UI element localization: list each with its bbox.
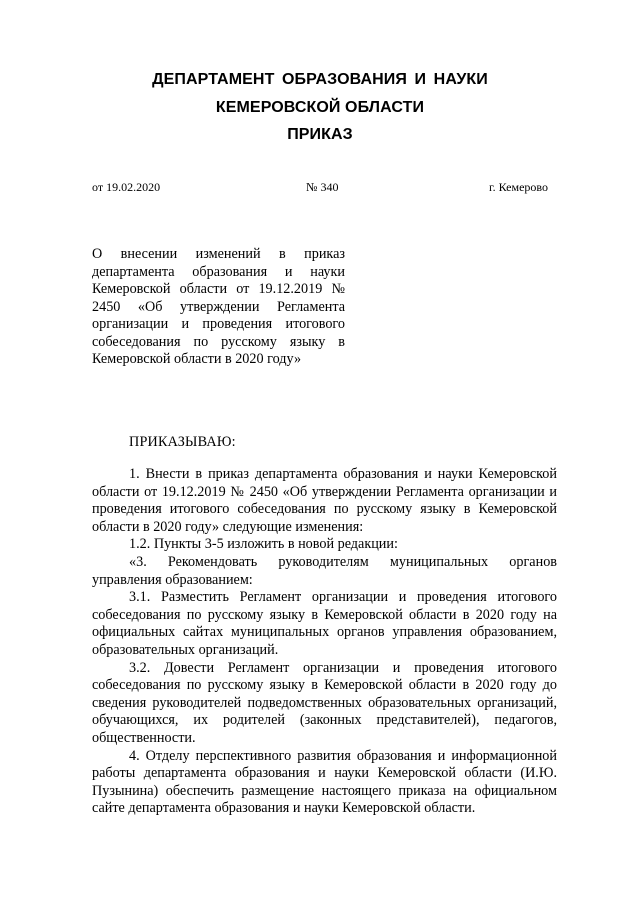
order-number: № 340 [306,180,339,194]
header-doc-type: ПРИКАЗ [287,126,353,143]
order-subject: О внесении изменений в приказ департамента образования и науки Кемеровской области от 19.12.2019 № 2450 «Об утверждении Регламента организации и проведения итогового собеседования по русскому языку в Кемеровской области в 2020 году» [92,246,345,367]
paragraph-1-2: 1.2. Пункты 3-5 изложить в новой редакции: [129,536,398,553]
order-body [92,466,557,818]
header-region: КЕМЕРОВСКОЙ ОБЛАСТИ [215,99,425,116]
paragraph-4: 4. Отделу перспективного развития образования и информационной работы департамента образования и науки Кемеровской области (И.Ю. Пузынина) обеспечить размещение настоящего приказа на официальном сайте департамента образования и науки Кемеровской области. [92,747,557,817]
header-department: ДЕПАРТАМЕНТ ОБРАЗОВАНИЯ И НАУКИ [152,71,488,88]
order-word: ПРИКАЗЫВАЮ: [129,434,236,450]
paragraph-3-2: 3.2. Довести Регламент организации и проведения итогового собеседования по русскому языку в Кемеровской области в 2020 году до сведения руководителей подведомственных образовательных организаций, обучающихся, их родителей (законных представителей), педагогов, общественности. [92,659,557,746]
paragraph-3-1: 3.1. Разместить Регламент организации и проведения итогового собеседования по русскому языку в Кемеровской области в 2020 году на официальных сайтах муниципальных органов управления образованием, образовательных организаций. [92,589,557,658]
paragraph-1: 1. Внести в приказ департамента образования и науки Кемеровской области от 19.12.2019 № 2450 «Об утверждении Регламента организации и проведения итогового собеседования по русскому языку в Кемеровской области в 2020 году» следующие изменения: [92,466,557,535]
order-city: г. Кемерово [489,180,548,194]
paragraph-3: «3. Рекомендовать руководителям муниципальных органов управления образованием: [92,553,557,588]
order-date: от 19.02.2020 [92,180,161,194]
